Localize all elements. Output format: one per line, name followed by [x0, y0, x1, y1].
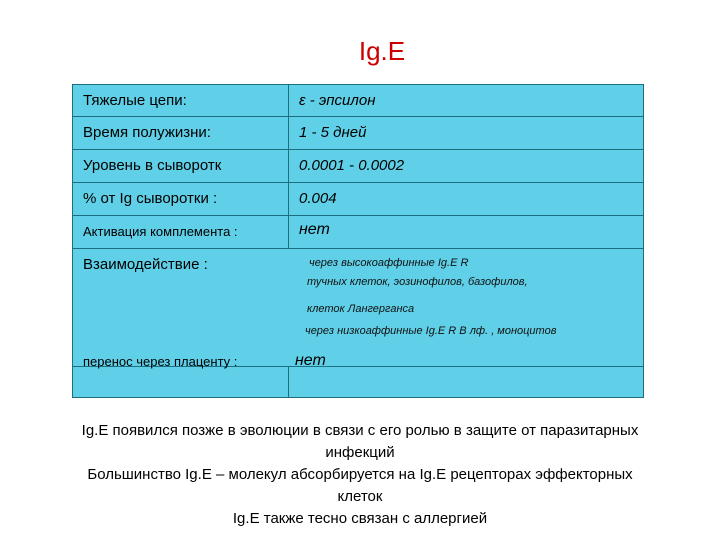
row-label-serum-percent: % от Ig сыворотки : — [83, 190, 218, 207]
row-divider — [73, 215, 643, 216]
note-line: Большинство Ig.E – молекул абсорбируется на Ig.E рецепторах эффекторных — [87, 466, 633, 483]
row-label-complement: Активация комплемента : — [83, 224, 238, 239]
row-label-half-life: Время полужизни: — [83, 124, 211, 141]
note-line: Ig.E также тесно связан с аллергией — [232, 510, 488, 527]
row-value-heavy-chains: ε - эпсилон — [299, 92, 376, 109]
row-value-half-life: 1 - 5 дней — [299, 124, 367, 141]
row-label-placenta: перенос через плаценту : — [83, 354, 238, 369]
interaction-line-3: клеток Лангерганса — [307, 303, 415, 315]
row-value-complement: нет — [299, 221, 330, 238]
column-divider — [288, 85, 289, 248]
page-title: Ig.E — [358, 36, 406, 66]
note-line: Ig.E появился позже в эволюции в связи с его ролью в защите от паразитарных — [81, 422, 639, 439]
properties-table — [72, 84, 644, 398]
row-divider — [73, 149, 643, 150]
row-label-heavy-chains: Тяжелые цепи: — [83, 92, 187, 109]
row-label-serum-level: Уровень в сыворотк — [83, 157, 222, 174]
note-line: клеток — [337, 488, 383, 505]
row-label-interaction: Взаимодействие : — [83, 256, 208, 273]
interaction-line-2: тучных клеток, эозинофилов, базофилов, — [307, 276, 528, 288]
row-value-serum-level: 0.0001 - 0.0002 — [299, 157, 405, 174]
row-divider — [73, 182, 643, 183]
interaction-line-4: через низкоаффинные Ig.E R В лф. , моноцитов — [305, 325, 557, 337]
row-divider — [73, 116, 643, 117]
notes-block — [0, 420, 720, 530]
column-divider — [288, 366, 289, 398]
row-value-placenta: нет — [295, 352, 326, 369]
row-value-serum-percent: 0.004 — [299, 190, 337, 207]
interaction-line-1: через высокоаффинные Ig.E R — [309, 257, 469, 269]
note-line: инфекций — [325, 444, 395, 461]
row-divider — [73, 248, 643, 249]
